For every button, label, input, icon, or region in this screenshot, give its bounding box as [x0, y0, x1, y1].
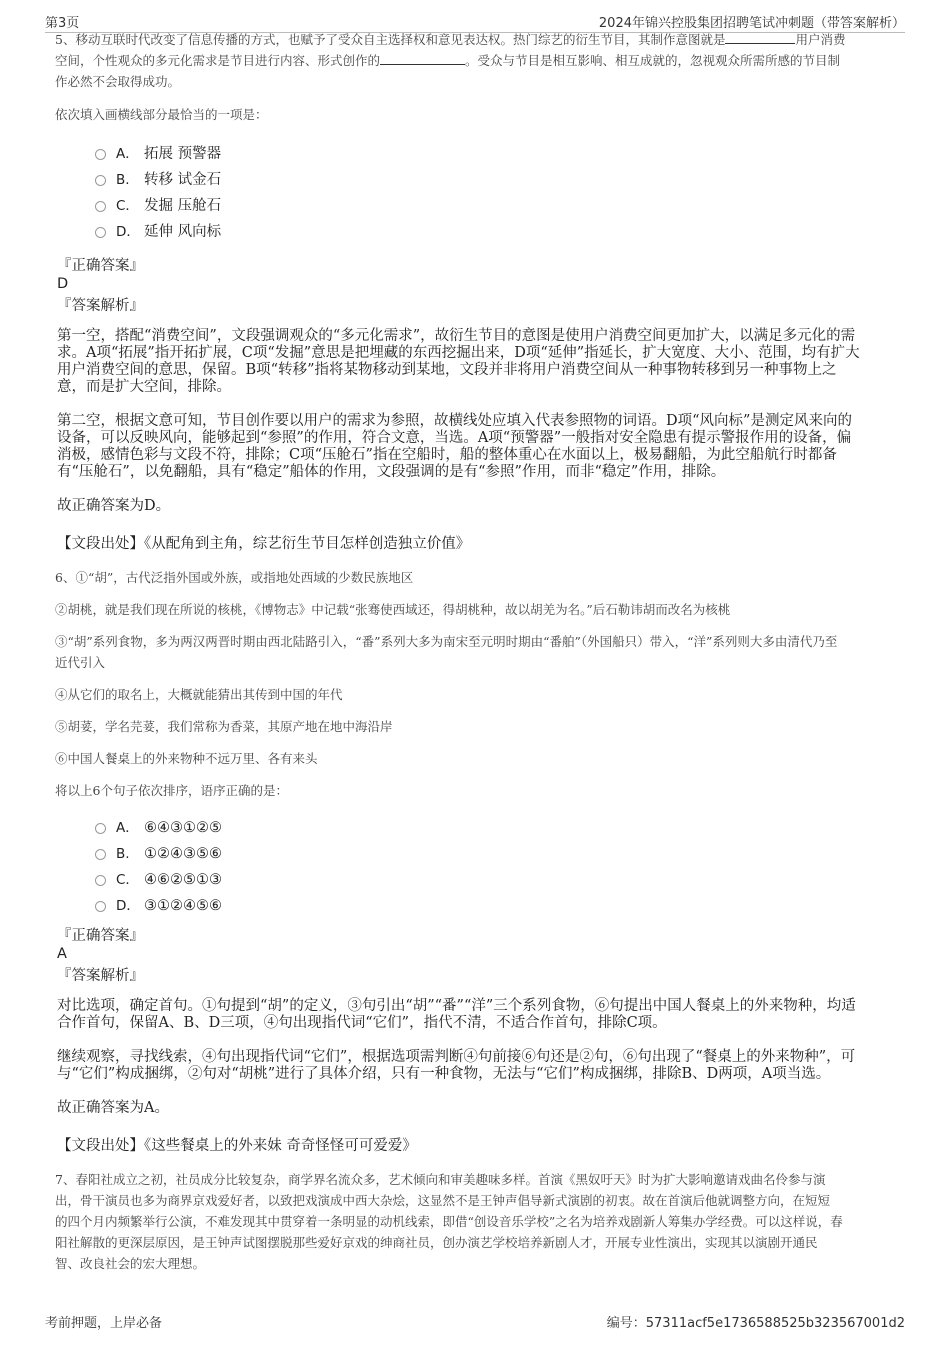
fill-blank — [725, 31, 795, 44]
option-b[interactable]: B. 转移 试金石 — [95, 167, 905, 193]
radio-button[interactable] — [95, 875, 106, 886]
option-list — [95, 141, 905, 245]
answer-value: D — [57, 276, 69, 292]
analysis-paragraph: 第一空，搭配“消费空间”，文段强调观众的“多元化需求”，故衍生节目的意图是使用户消费空间更加扩大，以满足多元化的需 求。A项“拓展”指开拓扩展，C项“发掘”意思是把埋藏的东西挖掘出来，D项“延伸”指延长，扩大宽度、大小、范围，均有扩大 用户消费空间的意思，保留。B项“转移”指将某物移动到某地，文段并非将用户消费空间从一种事物转移到另一种事物上之 意，而是扩大空间，排除。 — [57, 328, 860, 395]
analysis-paragraph: 第二空，根据文意可知，节目创作要以用户的需求为参照，故横线处应填入代表参照物的词语。D项“风向标”是测定风来向的 设备，可以反映风向，能够起到“参照”的作用，符合文意，当选。A项“预警器”一般指对安全隐患有提示警报作用的设备，偏 消极，感情色彩与文段不符，排除；C项“压舱石”指在空船时，船的整体重心在水面以上，极易翻船，为此空船航行时都备 有“压舱石”，以免翻船，具有“稳定”船体的作用，文段强调的是有“参照”作用，而非“稳定”作用，排除。 — [57, 413, 852, 480]
conclusion: 故正确答案为A。 — [57, 1100, 169, 1116]
sentence: ③“胡”系列食物，多为两汉两晋时期由西北陆路引入，“番”系列大多为南宋至元明时期由“番舶”（外国船只）带入，“洋”系列则大多由清代乃至 — [55, 634, 838, 649]
sentence: ②胡桃，就是我们现在所说的核桃，《博物志》中记载“张骞使西域还，得胡桃种，故以胡羌为名。”后石勒讳胡而改名为核桃 — [55, 602, 731, 617]
option-d[interactable]: D． 延伸 风向标 — [95, 219, 905, 245]
question-prompt: 将以上6个句子依次排序，语序正确的是： — [55, 783, 288, 798]
passage-line: 5、移动互联时代改变了信息传播的方式，也赋予了受众自主选择权和意见表达权。热门综艺的衍生节目，其制作意图就是 用户消费 — [55, 32, 846, 47]
radio-button[interactable] — [95, 149, 106, 160]
option-d[interactable]: D． ③①②④⑤⑥ — [95, 893, 905, 919]
answer-value: A — [57, 946, 67, 962]
answer-label: 『正确答案』 — [57, 258, 144, 274]
question-prompt: 依次填入画横线部分最恰当的一项是： — [55, 107, 268, 122]
source-citation: 【文段出处】《这些餐桌上的外来妹 奇奇怪怪可可爱爱》 — [57, 1138, 417, 1154]
source-citation: 【文段出处】《从配角到主角，综艺衍生节目怎样创造独立价值》 — [57, 536, 471, 552]
analysis-label: 『答案解析』 — [57, 298, 144, 314]
radio-button[interactable] — [95, 849, 106, 860]
fill-blank — [380, 52, 465, 65]
option-b[interactable]: B. ①②④③⑤⑥ — [95, 841, 905, 867]
sentence: ⑥中国人餐桌上的外来物种不远万里、各有来头 — [55, 751, 318, 766]
option-c[interactable]: C． 发掘 压舱石 — [95, 193, 905, 219]
page-number: 第3页 — [45, 16, 80, 31]
option-c[interactable]: C． ④⑥②⑤①③ — [95, 867, 905, 893]
option-a[interactable]: A． 拓展 预警器 — [95, 141, 905, 167]
document-title: 2024年锦兴控股集团招聘笔试冲刺题（带答案解析） — [598, 16, 905, 31]
question-6 — [45, 567, 905, 1155]
option-list — [95, 815, 905, 919]
conclusion: 故正确答案为D。 — [57, 498, 171, 514]
sentence: 6、①“胡”，古代泛指外国或外族，或指地处西域的少数民族地区 — [55, 570, 414, 585]
question-5 — [45, 29, 905, 553]
radio-button[interactable] — [95, 175, 106, 186]
analysis-paragraph: 继续观察，寻找线索，④句出现指代词“它们”，根据选项需判断④句前接⑥句还是②句，⑥句出现了“餐桌上的外来物种”，可 与“它们”构成捆绑，②句对“胡桃”进行了具体介绍，只有一种食物，无法与“它们”构成捆绑，排除B、D两项，A项当选。 — [57, 1049, 856, 1082]
answer-label: 『正确答案』 — [57, 928, 144, 944]
radio-button[interactable] — [95, 201, 106, 212]
option-a[interactable]: A． ⑥④③①②⑤ — [95, 815, 905, 841]
page-footer — [45, 1312, 905, 1332]
radio-button[interactable] — [95, 823, 106, 834]
document-id: 编号：57311acf5e1736588525b323567001d2 — [606, 1316, 905, 1331]
passage-line: 空间，个性观众的多元化需求是节目进行内容、形式创作的 。受众与节目是相互影响、相互成就的，忽视观众所需所感的节目制 — [55, 53, 841, 68]
radio-button[interactable] — [95, 227, 106, 238]
passage-line: 作必然不会取得成功。 — [55, 74, 181, 89]
sentence: 近代引入 — [55, 655, 106, 670]
question-7: 7、春阳社成立之初，社员成分比较复杂，商学界名流众多，艺术倾向和审美趣味多样。首演《黑奴吁天》时为扩大影响邀请戏曲名伶参与演 出，骨干演员也多为商界京戏爱好者，以致把戏演成中西大杂烩，这显然不是王钟声倡导新式演剧的初衷。故在首演后他就调整方向，在短短 的四个月内频繁举行公演，不难发现其中贯穿着一条明显的动机线索，即借“创设音乐学校”之名为培养戏剧新人筹集办学经费。可以这样说，春 阳社解散的更深层原因，是王钟声试图摆脱那些爱好京戏的绅商社员，创办演艺学校培养新剧人才，开展专业性演出，实现其以演剧开通民 智、改良社会的宏大理想。 — [55, 1172, 843, 1271]
radio-button[interactable] — [95, 901, 106, 912]
document-body — [45, 30, 905, 1274]
sentence: ④从它们的取名上，大概就能猜出其传到中国的年代 — [55, 687, 343, 702]
sentence: ⑤胡荽，学名芫荽，我们常称为香菜，其原产地在地中海沿岸 — [55, 719, 393, 734]
analysis-label: 『答案解析』 — [57, 968, 144, 984]
footer-slogan: 考前押题，上岸必备 — [45, 1316, 163, 1331]
analysis-paragraph: 对比选项，确定首句。①句提到“胡”的定义，③句引出“胡”“番”“洋”三个系列食物，⑥句提出中国人餐桌上的外来物种，均适 合作首句，保留A、B、D三项，④句出现指代词“它们”，指代不清，不适合作首句，排除C项。 — [57, 998, 856, 1031]
